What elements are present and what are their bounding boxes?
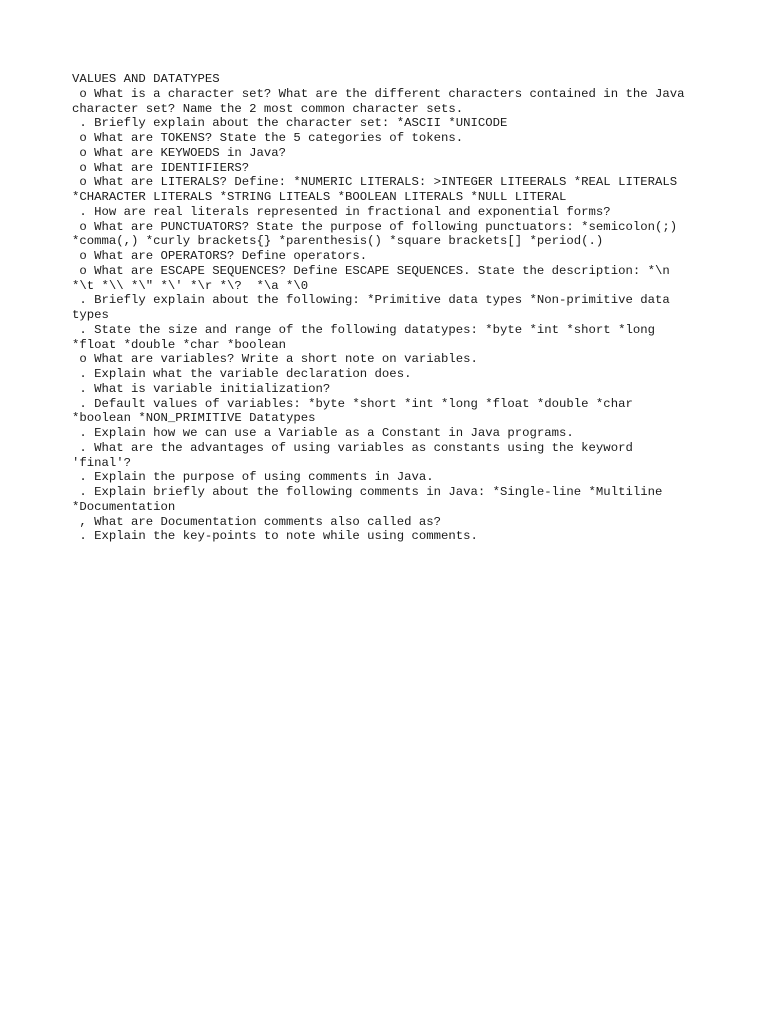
question-line: . Explain briefly about the following comments in Java: *Single-line *Multiline — [72, 485, 663, 499]
question-line: types — [72, 308, 109, 322]
question-line: character set? Name the 2 most common character sets. — [72, 101, 464, 116]
question-line: . What are the advantages of using variables as constants using the keyword — [72, 440, 633, 455]
question-line: *Documentation — [72, 499, 176, 514]
question-line: *boolean *NON_PRIMITIVE Datatypes — [72, 411, 316, 426]
question-line: . Explain the purpose of using comments in Java. — [72, 470, 434, 485]
question-line: . What is variable initialization? — [72, 381, 331, 396]
question-line: o What are ESCAPE SEQUENCES? Define ESCAPE SEQUENCES. State the description: *\n — [72, 263, 670, 278]
question-line: , What are Documentation comments also called as? — [72, 514, 441, 529]
question-line: o What are PUNCTUATORS? State the purpose of following punctuators: *semicolon(;) — [72, 219, 678, 234]
question-line: . Briefly explain about the character set: *ASCII *UNICODE — [72, 116, 508, 131]
question-line: . Briefly explain about the following: *Primitive data types *Non-primitive data — [72, 293, 670, 308]
question-line: *float *double *char *boolean — [72, 337, 287, 352]
document-title: VALUES AND DATATYPES — [72, 72, 220, 86]
question-line: o What are variables? Write a short note on variables. — [72, 352, 478, 367]
question-line: . Explain what the variable declaration does. — [72, 367, 412, 381]
question-line: o What are LITERALS? Define: *NUMERIC LITERALS: >INTEGER LITEERALS *REAL LITERALS — [72, 175, 678, 190]
question-line: 'final'? — [72, 455, 132, 470]
question-line: . How are real literals represented in fractional and exponential forms? — [72, 204, 611, 219]
question-line: . State the size and range of the following datatypes: *byte *int *short *long — [72, 322, 655, 337]
question-line: o What are KEYWOEDS in Java? — [72, 145, 287, 160]
question-line: o What is a character set? What are the different characters contained in the Java — [72, 86, 685, 101]
question-line: o What are TOKENS? State the 5 categories of tokens. — [72, 131, 464, 145]
question-line: *comma(,) *curly brackets{} *parenthesis() *square brackets[] *period(.) — [72, 234, 604, 249]
question-line: *\t *\\ *\" *\' *\r *\? *\a *\0 — [72, 278, 309, 293]
question-line: o What are OPERATORS? Define operators. — [72, 249, 368, 263]
question-line: . Explain the key-points to note while using comments. — [72, 529, 478, 544]
question-line: o What are IDENTIFIERS? — [72, 160, 250, 175]
question-line: . Default values of variables: *byte *short *int *long *float *double *char — [72, 396, 633, 411]
question-line: *CHARACTER LITERALS *STRING LITEALS *BOOLEAN LITERALS *NULL LITERAL — [72, 190, 567, 204]
question-line: . Explain how we can use a Variable as a Constant in Java programs. — [72, 426, 574, 440]
document-page — [72, 72, 702, 544]
